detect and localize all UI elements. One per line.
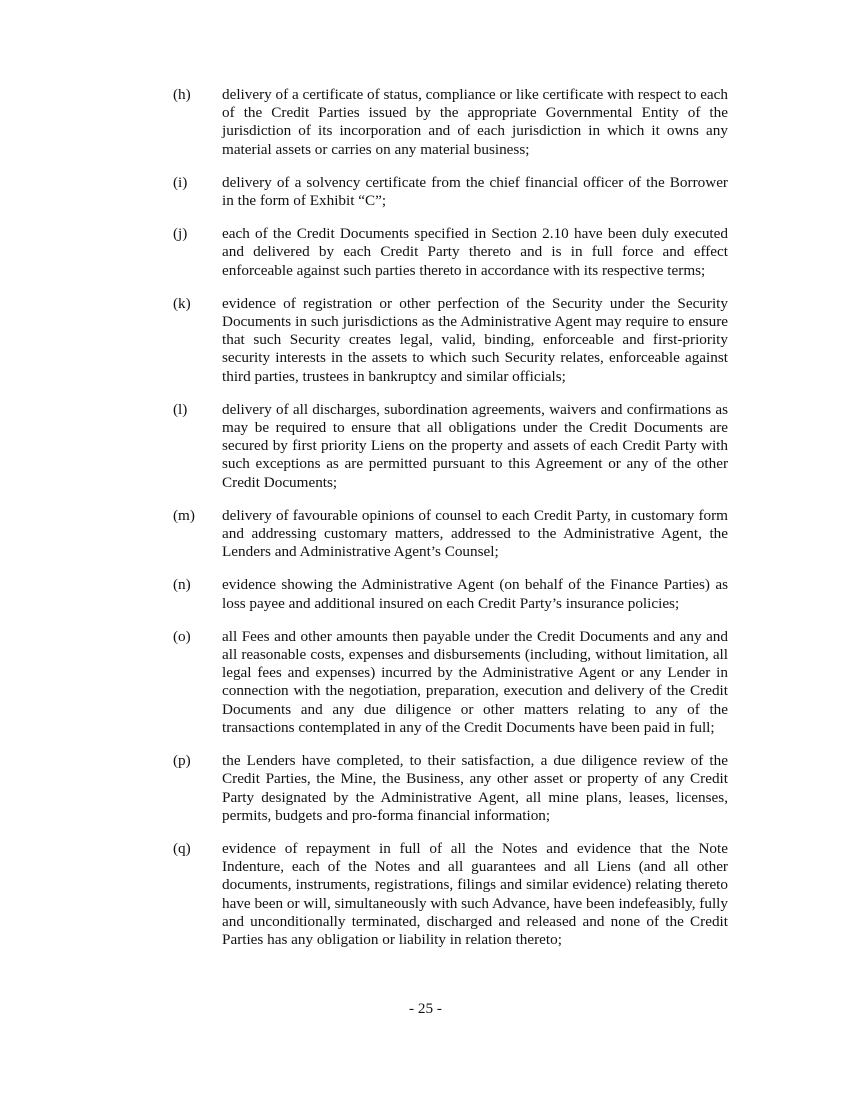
clause-m xyxy=(173,507,728,562)
clause-o xyxy=(173,628,728,737)
clause-marker: (l) xyxy=(173,400,188,418)
clause-h xyxy=(173,86,728,159)
clause-n xyxy=(173,576,728,612)
clause-marker: (k) xyxy=(173,294,191,312)
clause-p xyxy=(173,752,728,825)
clause-text: delivery of all discharges, subordination agreements, waivers and confirmations as may be required to ensure that all obligations under the Credit Documents are secured by first priority Liens on the property and assets of each Credit Party with such exceptions as are permitted pursuant to this Agreement or any of the other Credit Documents; xyxy=(222,400,728,491)
clause-list xyxy=(173,86,728,964)
clause-text: delivery of a certificate of status, compliance or like certificate with respect to each of the Credit Parties issued by the appropriate Governmental Entity of the jurisdiction of its incorporation and of each jurisdiction in which it owns any material assets or carries on any material business; xyxy=(222,86,729,158)
clause-q xyxy=(173,840,728,949)
clause-marker: (n) xyxy=(173,576,191,594)
clause-text: all Fees and other amounts then payable under the Credit Documents and any and all reasonable costs, expenses and disbursements (including, without limitation, all legal fees and expenses) incurred by the Administrative Agent or any Lender in connection with the negotiation, preparation, execution and delivery of the Credit Documents and any due diligence or other matters relating to any of the transactions contemplated in any of the Credit Documents have been paid in full; xyxy=(222,627,728,736)
clause-marker: (m) xyxy=(173,506,195,524)
clause-j xyxy=(173,225,728,280)
clause-marker: (o) xyxy=(173,627,191,645)
clause-marker: (i) xyxy=(173,173,188,191)
clause-k xyxy=(173,295,728,386)
page-number: - 25 - xyxy=(409,1000,442,1017)
clause-text: the Lenders have completed, to their satisfaction, a due diligence review of the Credit Parties, the Mine, the Business, any other asset or property of any Credit Party designated by the Administrative Agent, all mine plans, leases, licenses, permits, budgets and pro-forma financial information; xyxy=(222,752,728,824)
clause-text: evidence of repayment in full of all the Notes and evidence that the Note Indenture, each of the Notes and all guarantees and all Liens (and all other documents, instruments, registrations, filings and similar evidence) relating thereto have been or will, simultaneously with such Advance, have been indefeasibly, fully and unconditionally terminated, discharged and released and none of the Credit Parties has any obligation or liability in relation thereto; xyxy=(222,839,728,948)
clause-marker: (p) xyxy=(173,752,191,770)
clause-marker: (j) xyxy=(173,225,188,243)
clause-text: delivery of favourable opinions of counsel to each Credit Party, in customary form and addressing customary matters, addressed to the Administrative Agent, the Lenders and Administrative Agent’s Counsel; xyxy=(222,506,728,561)
clause-i xyxy=(173,174,728,210)
clause-text: delivery of a solvency certificate from the chief financial officer of the Borrower in the form of Exhibit “C”; xyxy=(222,173,728,210)
clause-marker: (q) xyxy=(173,839,191,857)
clause-marker: (h) xyxy=(173,86,191,103)
clause-text: each of the Credit Documents specified in Section 2.10 have been duly executed and delivered by each Credit Party thereto and is in full force and effect enforceable against such parties thereto in accordance with its respective terms; xyxy=(222,225,728,279)
clause-text: evidence of registration or other perfection of the Security under the Security Documents in such jurisdictions as the Administrative Agent may require to ensure that such Security creates legal, valid, binding, enforceable and first-priority security interests in the assets to which such Security relates, enforceable against third parties, trustees in bankruptcy and similar officials; xyxy=(222,294,728,385)
clause-text: evidence showing the Administrative Agent (on behalf of the Finance Parties) as loss payee and additional insured on each Credit Party’s insurance policies; xyxy=(222,576,728,612)
clause-l xyxy=(173,401,728,492)
